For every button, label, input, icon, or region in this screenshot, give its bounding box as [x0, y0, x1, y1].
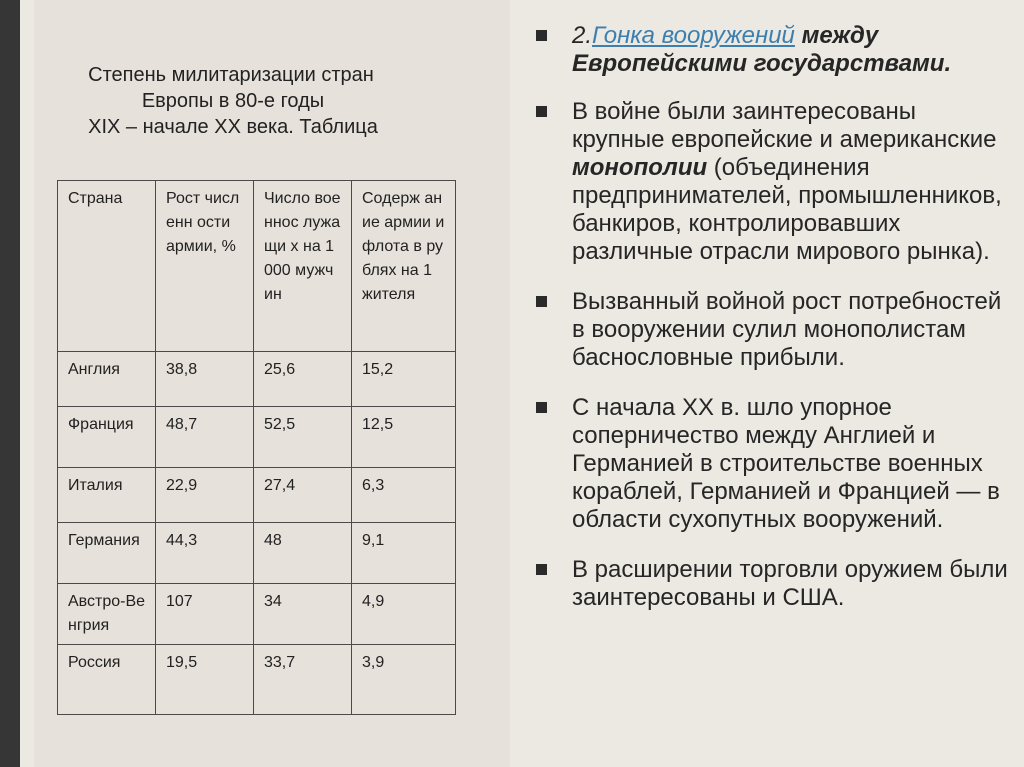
header-army-growth: Рост численн ости армии, % — [156, 181, 254, 352]
header-soldiers-per-1000: Число военнос лужащи х на 1000 мужчин — [254, 181, 352, 352]
cell-soldiers: 27,4 — [254, 468, 352, 523]
cell-soldiers: 34 — [254, 584, 352, 645]
table-title — [34, 62, 432, 140]
square-bullet-icon — [536, 296, 547, 307]
cell-country: Англия — [58, 352, 156, 407]
cell-country: Италия — [58, 468, 156, 523]
square-bullet-icon — [536, 564, 547, 575]
cell-soldiers: 33,7 — [254, 645, 352, 715]
bullet-monopolies — [530, 98, 1010, 266]
cell-country: Россия — [58, 645, 156, 715]
bullet-monopolies-text-start: В войне были заинтересованы крупные европейские и американские — [572, 98, 997, 153]
bullet-list — [530, 22, 1010, 634]
header-country: Страна — [58, 181, 156, 352]
cell-army-growth: 107 — [156, 584, 254, 645]
table-title-line-1: Степень милитаризации стран — [88, 64, 374, 86]
cell-cost: 3,9 — [352, 645, 456, 715]
cell-cost: 12,5 — [352, 407, 456, 468]
header-cost-per-resident: Содерж ание армии и флота в рублях на 1 жителя — [352, 181, 456, 352]
cell-soldiers: 25,6 — [254, 352, 352, 407]
cell-army-growth: 22,9 — [156, 468, 254, 523]
cell-army-growth: 48,7 — [156, 407, 254, 468]
cell-army-growth: 19,5 — [156, 645, 254, 715]
table-row — [58, 352, 456, 407]
bullet-usa-text: В расширении торговли оружием были заинтересованы и США. — [572, 556, 1008, 611]
table-title-line-2: Европы в 80-е годы — [141, 90, 325, 112]
square-bullet-icon — [536, 106, 547, 117]
bullet-profits-text: Вызванный войной рост потребностей в вооружении сулил монополистам баснословные прибыли. — [572, 288, 1002, 371]
table-header-row — [58, 181, 456, 352]
square-bullet-icon — [536, 30, 547, 41]
cell-cost: 4,9 — [352, 584, 456, 645]
cell-cost: 15,2 — [352, 352, 456, 407]
square-bullet-icon — [536, 402, 547, 413]
bullet-rivalry-text: С начала XX в. шло упорное соперничество между Англией и Германией в строительстве военных кораблей, Германией и Францией — в области сухопутных вооружений. — [572, 394, 1000, 533]
table-row — [58, 645, 456, 715]
bullet-rivalry — [530, 394, 1010, 534]
monopolies-emphasis: монополии — [572, 154, 708, 181]
bullet-profits — [530, 288, 1010, 372]
table-row — [58, 584, 456, 645]
cell-country: Австро-Венгрия — [58, 584, 156, 645]
arms-race-link[interactable]: Гонка вооружений — [592, 22, 795, 49]
cell-army-growth: 44,3 — [156, 523, 254, 584]
cell-country: Франция — [58, 407, 156, 468]
table-row — [58, 523, 456, 584]
table-row — [58, 468, 456, 523]
table-title-line-3: XIX – начале XX века. Таблица — [88, 116, 378, 138]
cell-soldiers: 52,5 — [254, 407, 352, 468]
militarization-table — [57, 180, 456, 715]
cell-country: Германия — [58, 523, 156, 584]
cell-soldiers: 48 — [254, 523, 352, 584]
bullet-arms-race — [530, 22, 1010, 78]
bullet-monopolies-text-end: (объединения предпринимателей, промышленников, банкиров, контролировавших различные отрасли мирового рынка). — [572, 154, 1002, 265]
bullet-arms-race-text: между Европейскими государствами. — [572, 22, 952, 77]
cell-cost: 6,3 — [352, 468, 456, 523]
bullet-number: 2. — [572, 22, 593, 49]
cell-army-growth: 38,8 — [156, 352, 254, 407]
bullet-usa — [530, 556, 1010, 612]
cell-cost: 9,1 — [352, 523, 456, 584]
table-row — [58, 407, 456, 468]
slide-side-bar — [0, 0, 20, 767]
